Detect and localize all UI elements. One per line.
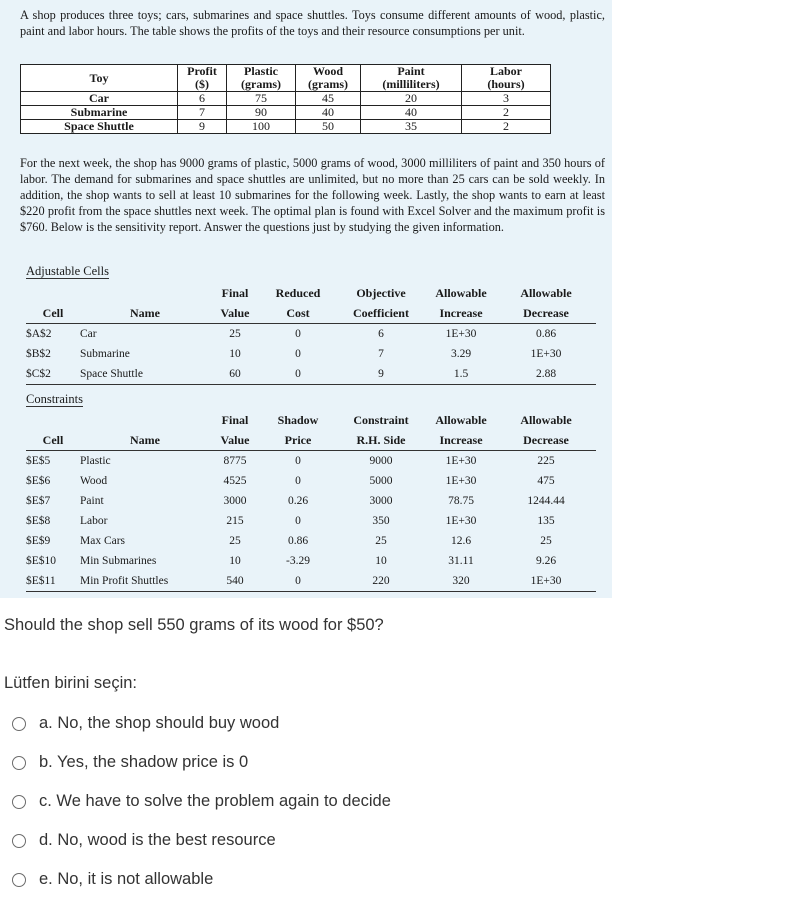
report-header-row: Final Reduced Objective Allowable Allowable: [221, 286, 572, 300]
table-row: Submarine 7 90 40 40 2: [21, 106, 551, 120]
header-plastic: Plastic (grams): [227, 65, 296, 92]
radio-button-d[interactable]: [12, 834, 26, 848]
option-d[interactable]: [12, 821, 391, 860]
constraints-title: Constraints: [26, 392, 83, 406]
toy-table-header: [21, 65, 551, 92]
adjustable-cells-table: [26, 283, 596, 385]
table-row: $C$2 Space Shuttle 60 0 9 1.5 2.88: [26, 364, 596, 385]
radio-button-a[interactable]: [12, 717, 26, 731]
header-labor: Labor (hours): [462, 65, 551, 92]
answer-options: [12, 704, 391, 899]
header-profit: Profit ($): [178, 65, 227, 92]
option-e[interactable]: [12, 860, 391, 899]
question-text: Should the shop sell 550 grams of its wood for $50?: [4, 616, 384, 634]
table-row: $E$11 Min Profit Shuttles 540 0 220 320 1E+30: [26, 571, 596, 592]
table-row: Space Shuttle 9 100 50 35 2: [21, 120, 551, 134]
table-row: Car 6 75 45 20 3: [21, 92, 551, 106]
header-paint: Paint (milliliters): [361, 65, 462, 92]
description-text: For the next week, the shop has 9000 grams of plastic, 5000 grams of wood, 3000 milliliters of paint and 350 hours of labor. The demand for submarines and space shuttles are unlimited, but no more than 25 cars can be sold weekly. In addition, the shop wants to sell at least 10 submarines for the following week. Lastly, the shop wants to earn at least $220 profit from the space shuttles next week. The optimal plan is found with Excel Solver and the maximum profit is $760. Below is the sensitivity report. Answer the questions just by studying the given information.: [20, 156, 605, 234]
option-b[interactable]: [12, 743, 391, 782]
table-row: $E$10 Min Submarines 10 -3.29 10 31.11 9.26: [26, 555, 557, 567]
choose-prompt: Lütfen birini seçin:: [4, 674, 137, 692]
option-a[interactable]: [12, 704, 391, 743]
constraints-table: [26, 410, 596, 592]
radio-button-c[interactable]: [12, 795, 26, 809]
intro-text: A shop produces three toys; cars, submarines and space shuttles. Toys consume different amounts of wood, plastic, paint and labor hours. The table shows the profits of the toys and their resource consumptions per unit.: [20, 8, 605, 38]
header-wood: Wood (grams): [296, 65, 361, 92]
option-c[interactable]: [12, 782, 391, 821]
report-header-row: Cell Name Value Price R.H. Side Increase Decrease: [26, 430, 596, 451]
table-row: $E$8 Labor 215 0 350 1E+30 135: [26, 515, 555, 527]
option-label[interactable]: b. Yes, the shadow price is 0: [39, 753, 249, 771]
table-row: $E$5 Plastic 8775 0 9000 1E+30 225: [26, 455, 555, 467]
toy-table: [20, 64, 551, 134]
report-header-row: Cell Name Value Cost Coefficient Increase Decrease: [26, 303, 596, 324]
option-label[interactable]: e. No, it is not allowable: [39, 870, 214, 888]
radio-button-b[interactable]: [12, 756, 26, 770]
option-label[interactable]: a. No, the shop should buy wood: [39, 714, 280, 732]
header-toy: Toy: [21, 65, 178, 92]
option-label[interactable]: c. We have to solve the problem again to decide: [39, 792, 391, 810]
option-label[interactable]: d. No, wood is the best resource: [39, 831, 276, 849]
table-row: $A$2 Car 25 0 6 1E+30 0.86: [26, 328, 557, 340]
table-row: $B$2 Submarine 10 0 7 3.29 1E+30: [26, 348, 562, 360]
table-row: $E$7 Paint 3000 0.26 3000 78.75 1244.44: [26, 495, 565, 507]
report-header-row: Final Shadow Constraint Allowable Allowable: [221, 413, 572, 427]
table-row: $E$9 Max Cars 25 0.86 25 12.6 25: [26, 535, 552, 547]
table-row: $E$6 Wood 4525 0 5000 1E+30 475: [26, 475, 555, 487]
adjustable-cells-title: Adjustable Cells: [26, 264, 109, 278]
radio-button-e[interactable]: [12, 873, 26, 887]
